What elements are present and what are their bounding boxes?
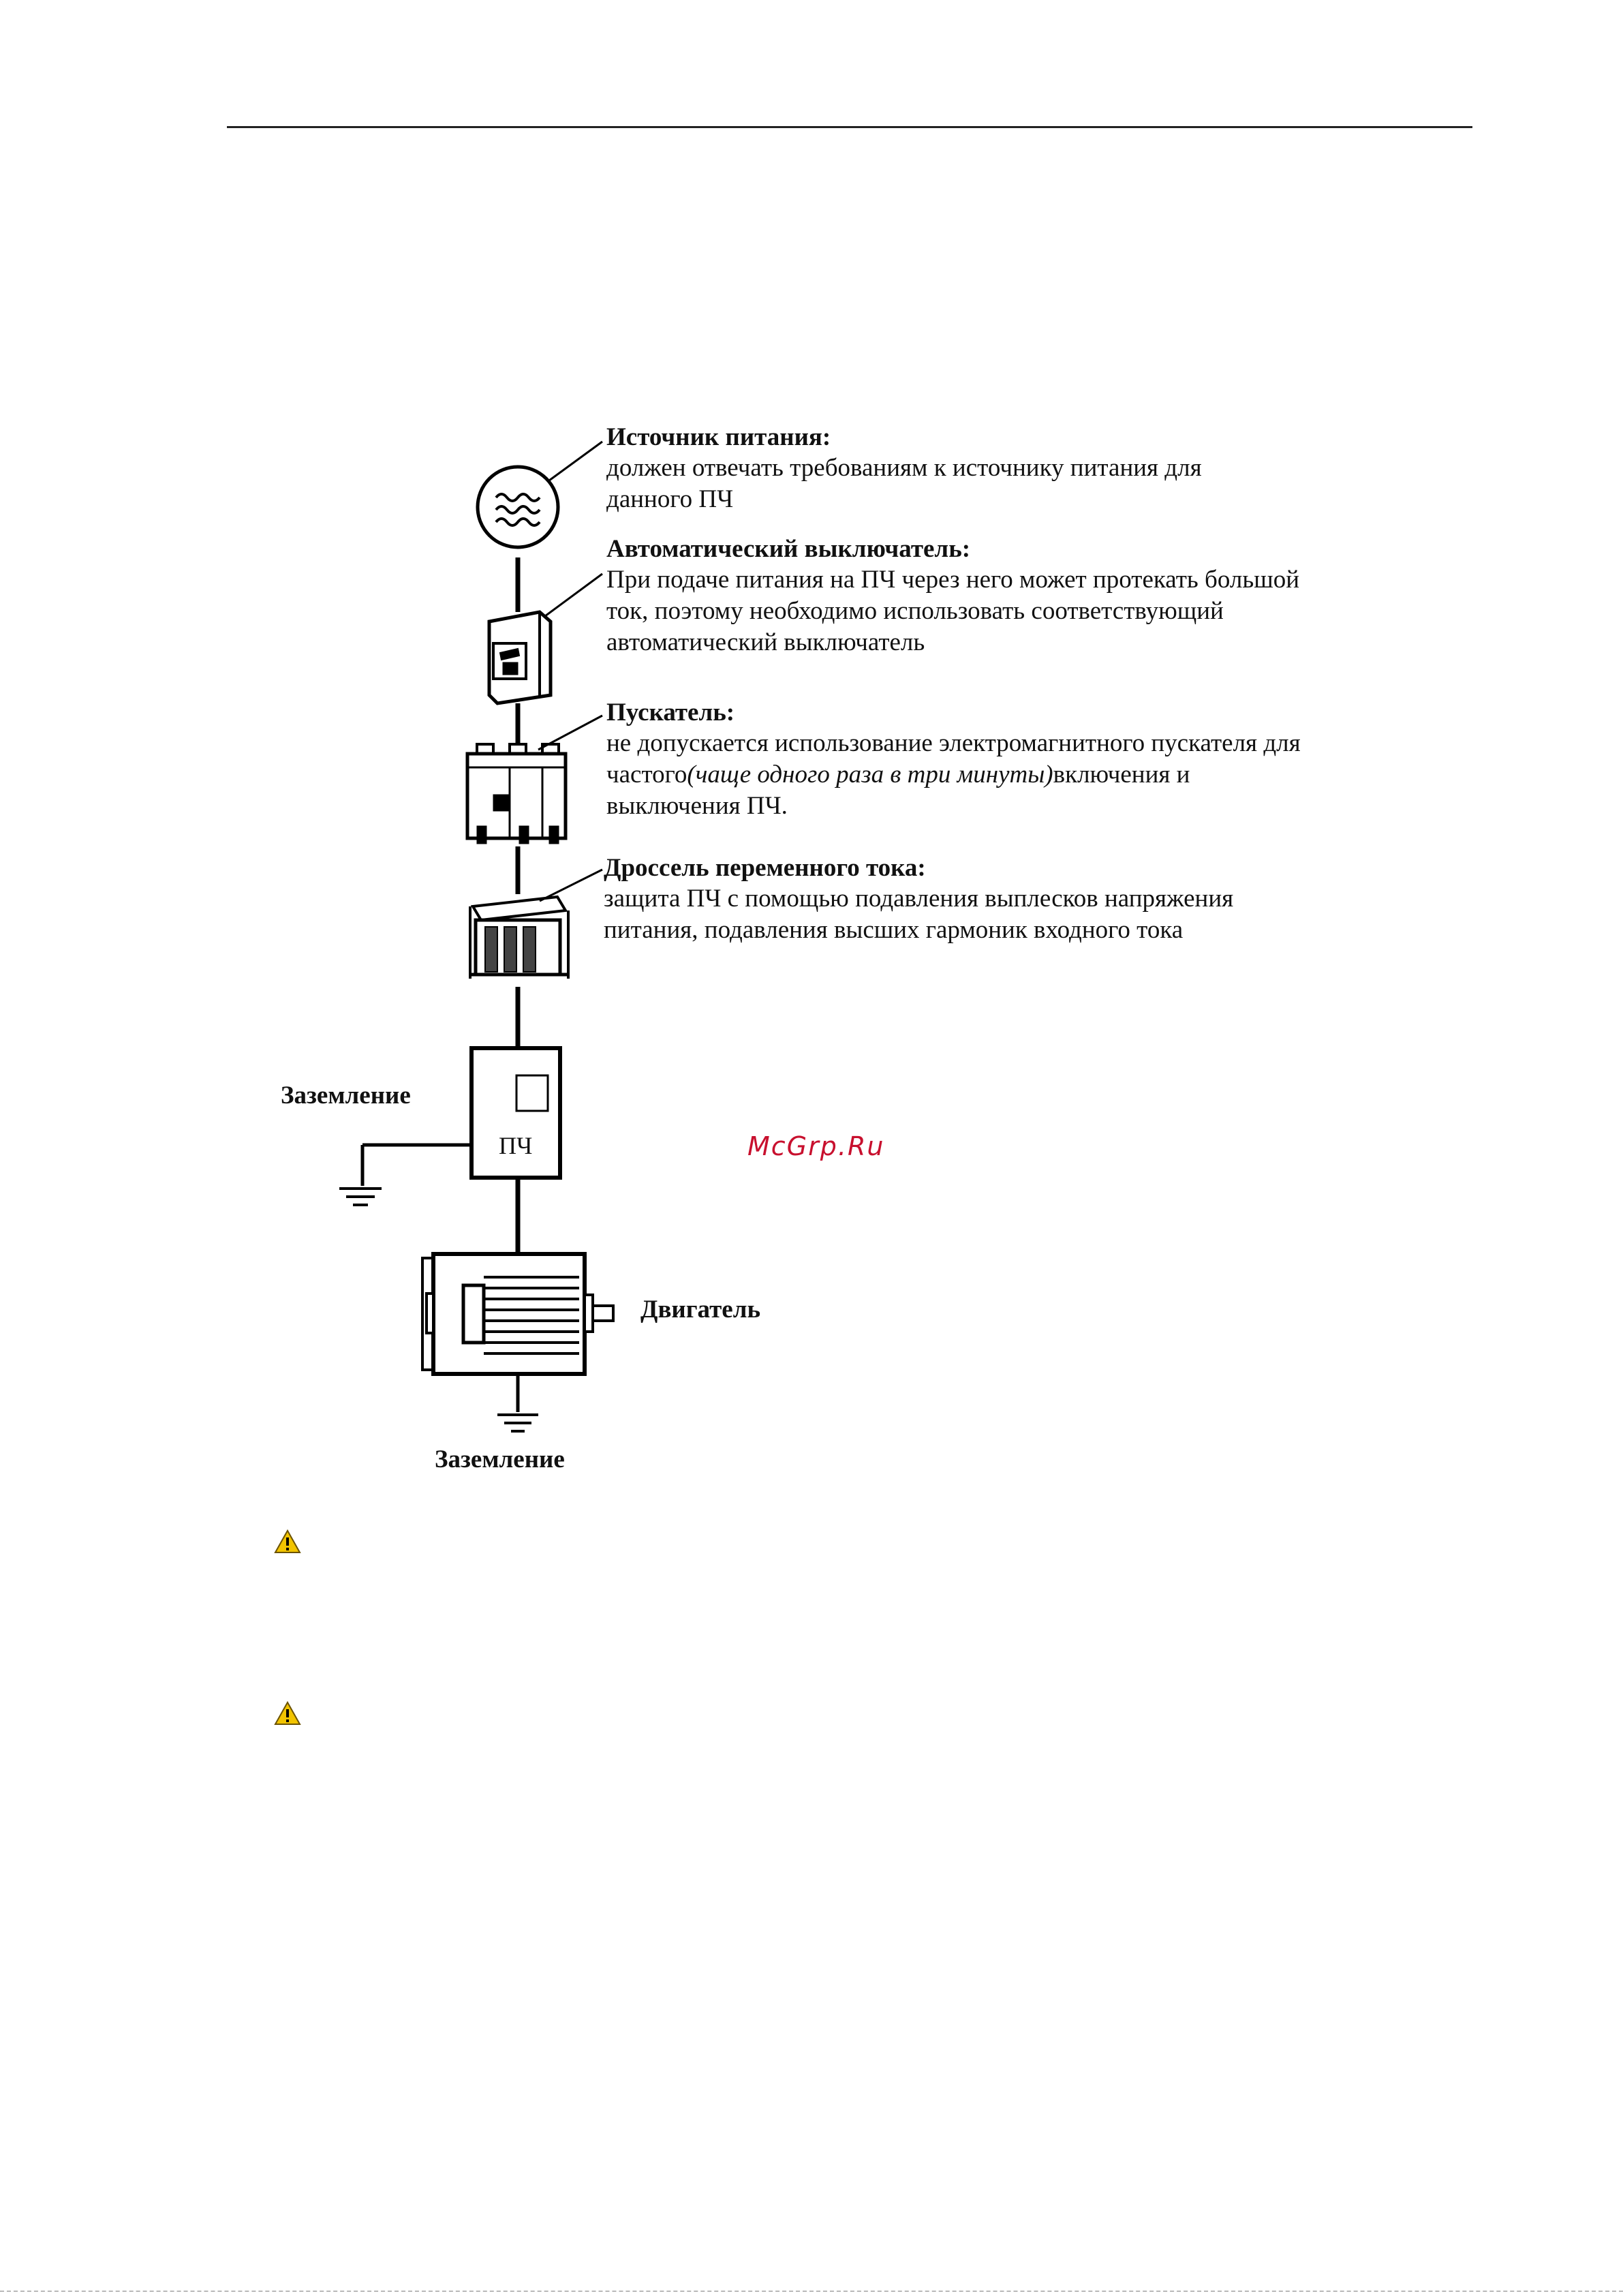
power-source-icon — [478, 442, 602, 547]
breaker-title: Автоматический выключатель: — [606, 535, 971, 563]
inverter-label: ПЧ — [499, 1132, 533, 1159]
contactor-desc-line: не допускается использование электромагнитного пускателя для — [606, 729, 1301, 757]
power-source-desc-line: данного ПЧ — [606, 485, 734, 513]
motor-label: Двигатель — [640, 1296, 761, 1323]
circuit-breaker-icon — [489, 574, 602, 703]
breaker-desc-line: автоматический выключатель — [606, 628, 925, 656]
reactor-title: Дроссель переменного тока: — [604, 854, 926, 882]
warning-icon — [274, 1701, 301, 1726]
footer-rule — [0, 2291, 1623, 2292]
contactor-desc-text: частого — [606, 761, 687, 789]
inverter-icon — [339, 1048, 560, 1205]
contactor-desc-line — [606, 759, 1301, 791]
breaker-block — [606, 534, 1299, 658]
contactor-desc-line: выключения ПЧ. — [606, 792, 788, 820]
ac-reactor-icon — [470, 870, 602, 979]
contactor-desc-text: включения и — [1053, 761, 1190, 789]
contactor-title: Пускатель: — [606, 699, 735, 726]
breaker-desc-line: При подаче питания на ПЧ через него может протекать большой — [606, 566, 1300, 594]
reactor-block — [604, 853, 1233, 946]
motor-icon — [422, 1254, 613, 1431]
inverter-ground-label: Заземление — [281, 1082, 411, 1109]
reactor-desc-line: питания, подавления высших гармоник входного тока — [604, 916, 1184, 944]
breaker-desc-line: ток, поэтому необходимо использовать соответствующий — [606, 597, 1224, 625]
reactor-desc-line: защита ПЧ с помощью подавления выплесков напряжения — [604, 885, 1234, 913]
warning-icon — [274, 1529, 301, 1554]
power-source-title: Источник питания: — [606, 423, 831, 451]
power-source-desc-line: должен отвечать требованиям к источнику питания для — [606, 454, 1202, 482]
watermark: McGrp.Ru — [747, 1131, 885, 1161]
contactor-icon — [467, 716, 602, 844]
contactor-block — [606, 698, 1301, 822]
motor-ground-label: Заземление — [435, 1445, 565, 1473]
power-source-block — [606, 423, 1202, 515]
contactor-desc-italic: (чаще одного раза в три минуты) — [687, 761, 1053, 789]
